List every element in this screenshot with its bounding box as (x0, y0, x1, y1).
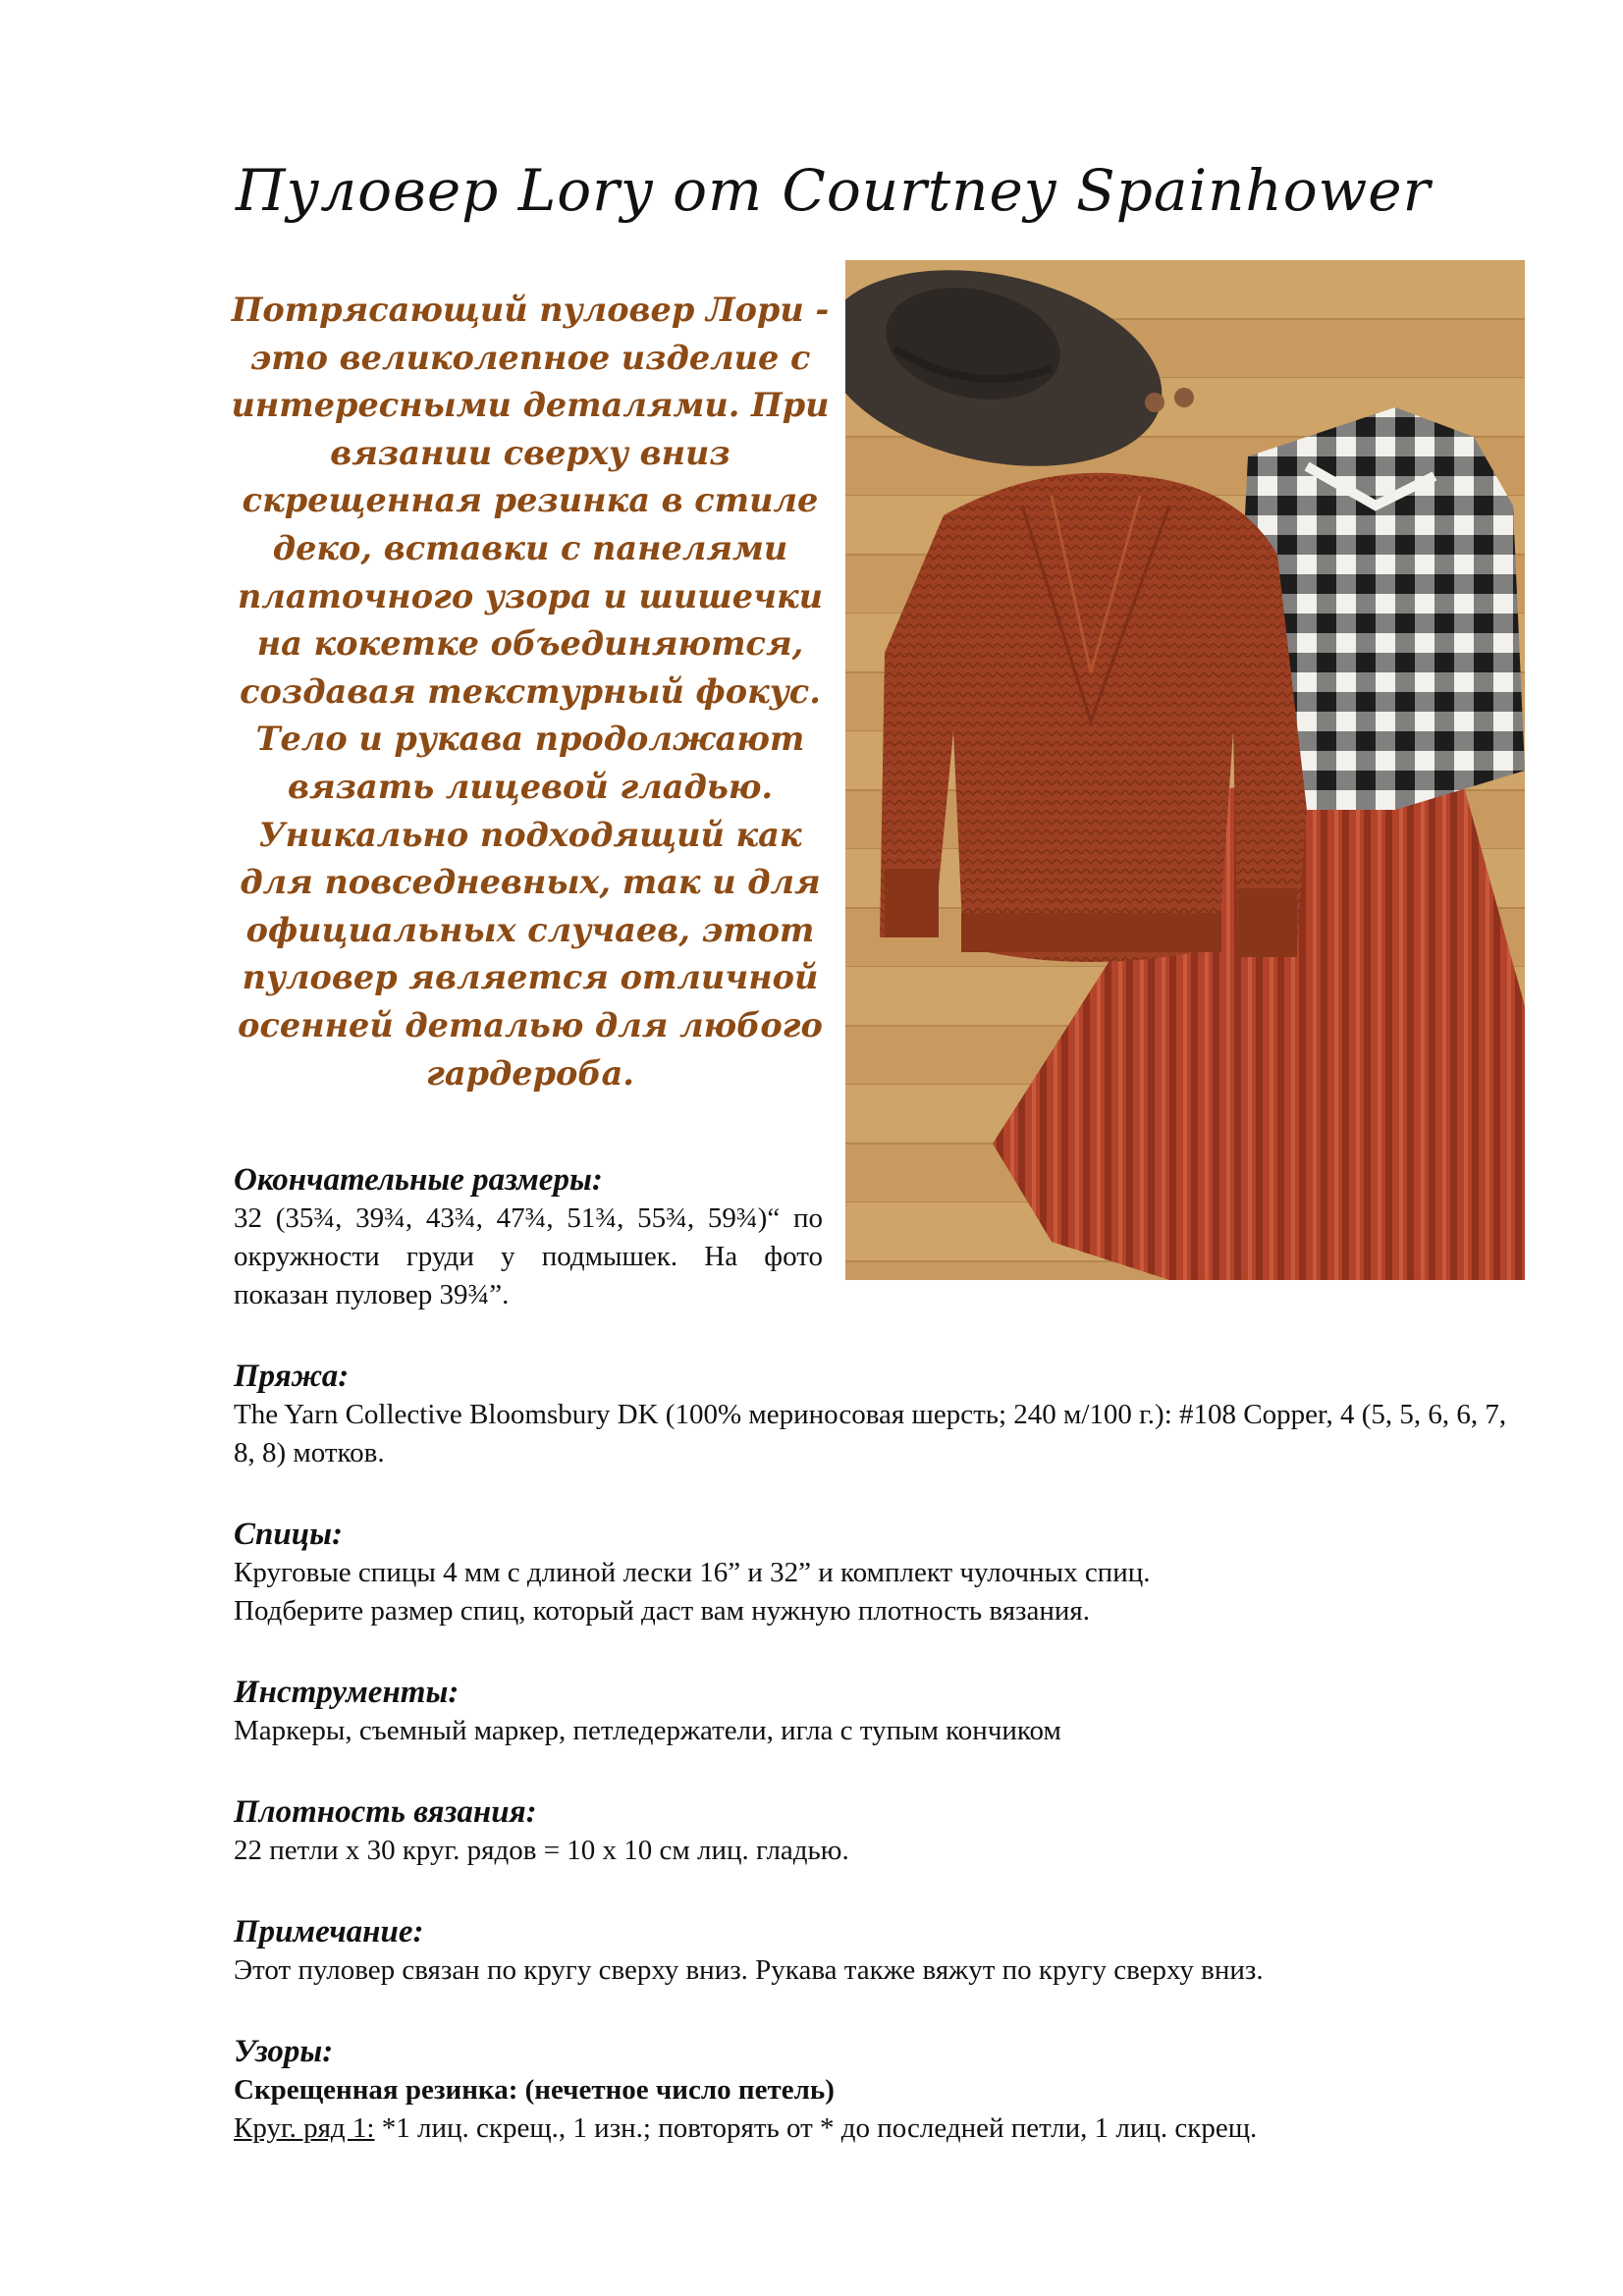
product-photo (845, 260, 1525, 1280)
row-text: *1 лиц. скрещ., 1 изн.; повторять от * до последней петли, 1 лиц. скрещ. (374, 2112, 1258, 2144)
patterns-heading: Узоры: (234, 2034, 334, 2069)
yarn-heading: Пряжа: (234, 1359, 350, 1394)
rib-pattern-title: Скрещенная резинка: (нечетное число петель) (234, 2074, 835, 2106)
section-note (234, 1912, 1530, 1990)
rib-pattern-row (234, 2109, 1530, 2148)
gauge-heading: Плотность вязания: (234, 1794, 537, 1830)
section-sizes (234, 1160, 1530, 1314)
sizes-heading: Окончательные размеры: (234, 1162, 603, 1198)
section-yarn (234, 1357, 1530, 1472)
flatlay-image (845, 260, 1525, 1280)
yarn-text: The Yarn Collective Bloomsbury DK (100% мериносовая шерсть; 240 м/100 г.): #108 Copper, 4 (5, 5, 6, 6, 7, 8, 8) мотков. (234, 1399, 1507, 1468)
needles-text-1: Круговые спицы 4 мм с длиной лески 16” и 32” и комплект чулочных спиц. (234, 1557, 1151, 1588)
earring (1174, 388, 1194, 407)
needles-text-2: Подберите размер спиц, который даст вам нужную плотность вязания. (234, 1595, 1090, 1627)
tools-text: Маркеры, съемный маркер, петледержатели, игла с тупым кончиком (234, 1715, 1061, 1746)
gauge-text: 22 петли x 30 круг. рядов = 10 x 10 см лиц. гладью. (234, 1835, 849, 1866)
section-gauge (234, 1792, 1530, 1870)
row-label: Круг. ряд 1: (234, 2112, 375, 2144)
section-tools (234, 1673, 1530, 1750)
note-text: Этот пуловер связан по кругу сверху вниз. Рукава также вяжут по кругу сверху вниз. (234, 1954, 1264, 1986)
tools-heading: Инструменты: (234, 1675, 460, 1710)
intro-text: Потрясающий пуловер Лори - это великолепное изделие с интересными деталями. При вязании сверху вниз скрещенная резинка в стиле деко, вставки с панелями платочного узора и шишечки на кокетке объединяются, создавая текстурный фокус. Тело и рукава продолжают вязать лицевой гладью. Уникально подходящий как для повседневных, так и для официальных случаев, этот пуловер является отличной осенней деталью для любого гардероба. (231, 291, 830, 1093)
sizes-text: 32 (35¾, 39¾, 43¾, 47¾, 51¾, 55¾, 59¾)“ по окружности груди у подмышек. На фото показан пуловер 39¾”. (234, 1202, 823, 1310)
earring (1145, 393, 1164, 412)
note-heading: Примечание: (234, 1914, 424, 1949)
page-title: Пуловер Lory от Courtney Spainhower (236, 157, 1432, 224)
section-patterns (234, 2032, 1530, 2148)
section-needles (234, 1515, 1530, 1630)
needles-heading: Спицы: (234, 1517, 343, 1552)
